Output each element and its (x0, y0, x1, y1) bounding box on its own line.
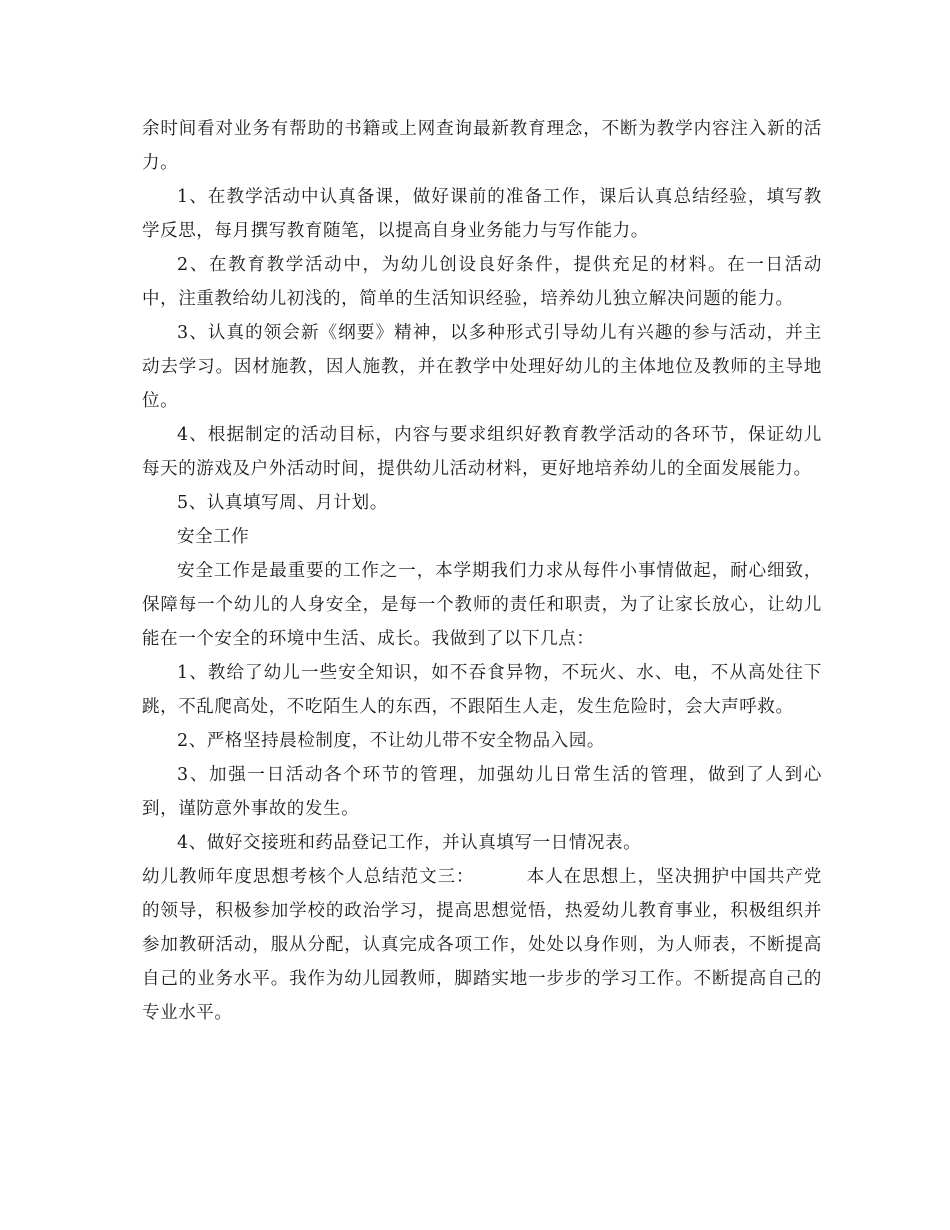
paragraph-safety-item-4: 4、做好交接班和药品登记工作，并认真填写一日情况表。 (177, 833, 642, 853)
paragraph-teaching-item-4: 4、根据制定的活动目标，内容与要求组织好教育教学活动的各环节，保证幼儿每天的游戏及户外活动时间，提供幼儿活动材料，更好地培养幼儿的全面发展能力。 (142, 425, 822, 479)
paragraph-sample-three: 幼儿教师年度思想考核个人总结范文三： 本人在思想上，坚决拥护中国共产党的领导，积极参加学校的政治学习，提高思想觉悟，热爱幼儿教育事业，积极组织并参加教研活动，服从分配，认真完成各项工作，处处以身作则，为人师表，不断提高自己的业务水平。我作为幼儿园教师，脚踏实地一步步的学习工作。不断提高自己的专业水平。 (142, 867, 822, 1023)
paragraph-teaching-item-1: 1、在教学活动中认真备课，做好课前的准备工作，课后认真总结经验，填写教学反思，每月撰写教育随笔，以提高自身业务能力与写作能力。 (142, 187, 822, 241)
paragraph-teaching-item-2: 2、在教育教学活动中，为幼儿创设良好条件，提供充足的材料。在一日活动中，注重教给幼儿初浅的，简单的生活知识经验，培养幼儿独立解决问题的能力。 (142, 255, 822, 309)
paragraph-safety-item-3: 3、加强一日活动各个环节的管理，加强幼儿日常生活的管理，做到了人到心到，谨防意外事故的发生。 (142, 765, 822, 819)
section-heading-safety: 安全工作 (177, 527, 250, 547)
document-page (142, 112, 822, 1030)
paragraph-teaching-item-3: 3、认真的领会新《纲要》精神，以多种形式引导幼儿有兴趣的参与活动，并主动去学习。因材施教，因人施教，并在教学中处理好幼儿的主体地位及教师的主导地位。 (142, 323, 822, 411)
paragraph-safety-item-1: 1、教给了幼儿一些安全知识，如不吞食异物，不玩火、水、电，不从高处往下跳，不乱爬高处，不吃陌生人的东西，不跟陌生人走，发生危险时，会大声呼救。 (142, 663, 822, 717)
paragraph-safety-intro: 安全工作是最重要的工作之一，本学期我们力求从每件小事情做起，耐心细致，保障每一个幼儿的人身安全，是每一个教师的责任和职责，为了让家长放心，让幼儿能在一个安全的环境中生活、成长。我做到了以下几点： (142, 561, 822, 649)
paragraph-safety-item-2: 2、严格坚持晨检制度，不让幼儿带不安全物品入园。 (177, 731, 606, 751)
paragraph-teaching-item-5: 5、认真填写周、月计划。 (177, 493, 388, 513)
paragraph-intro-continuation: 余时间看对业务有帮助的书籍或上网查询最新教育理念，不断为教学内容注入新的活力。 (142, 119, 822, 173)
